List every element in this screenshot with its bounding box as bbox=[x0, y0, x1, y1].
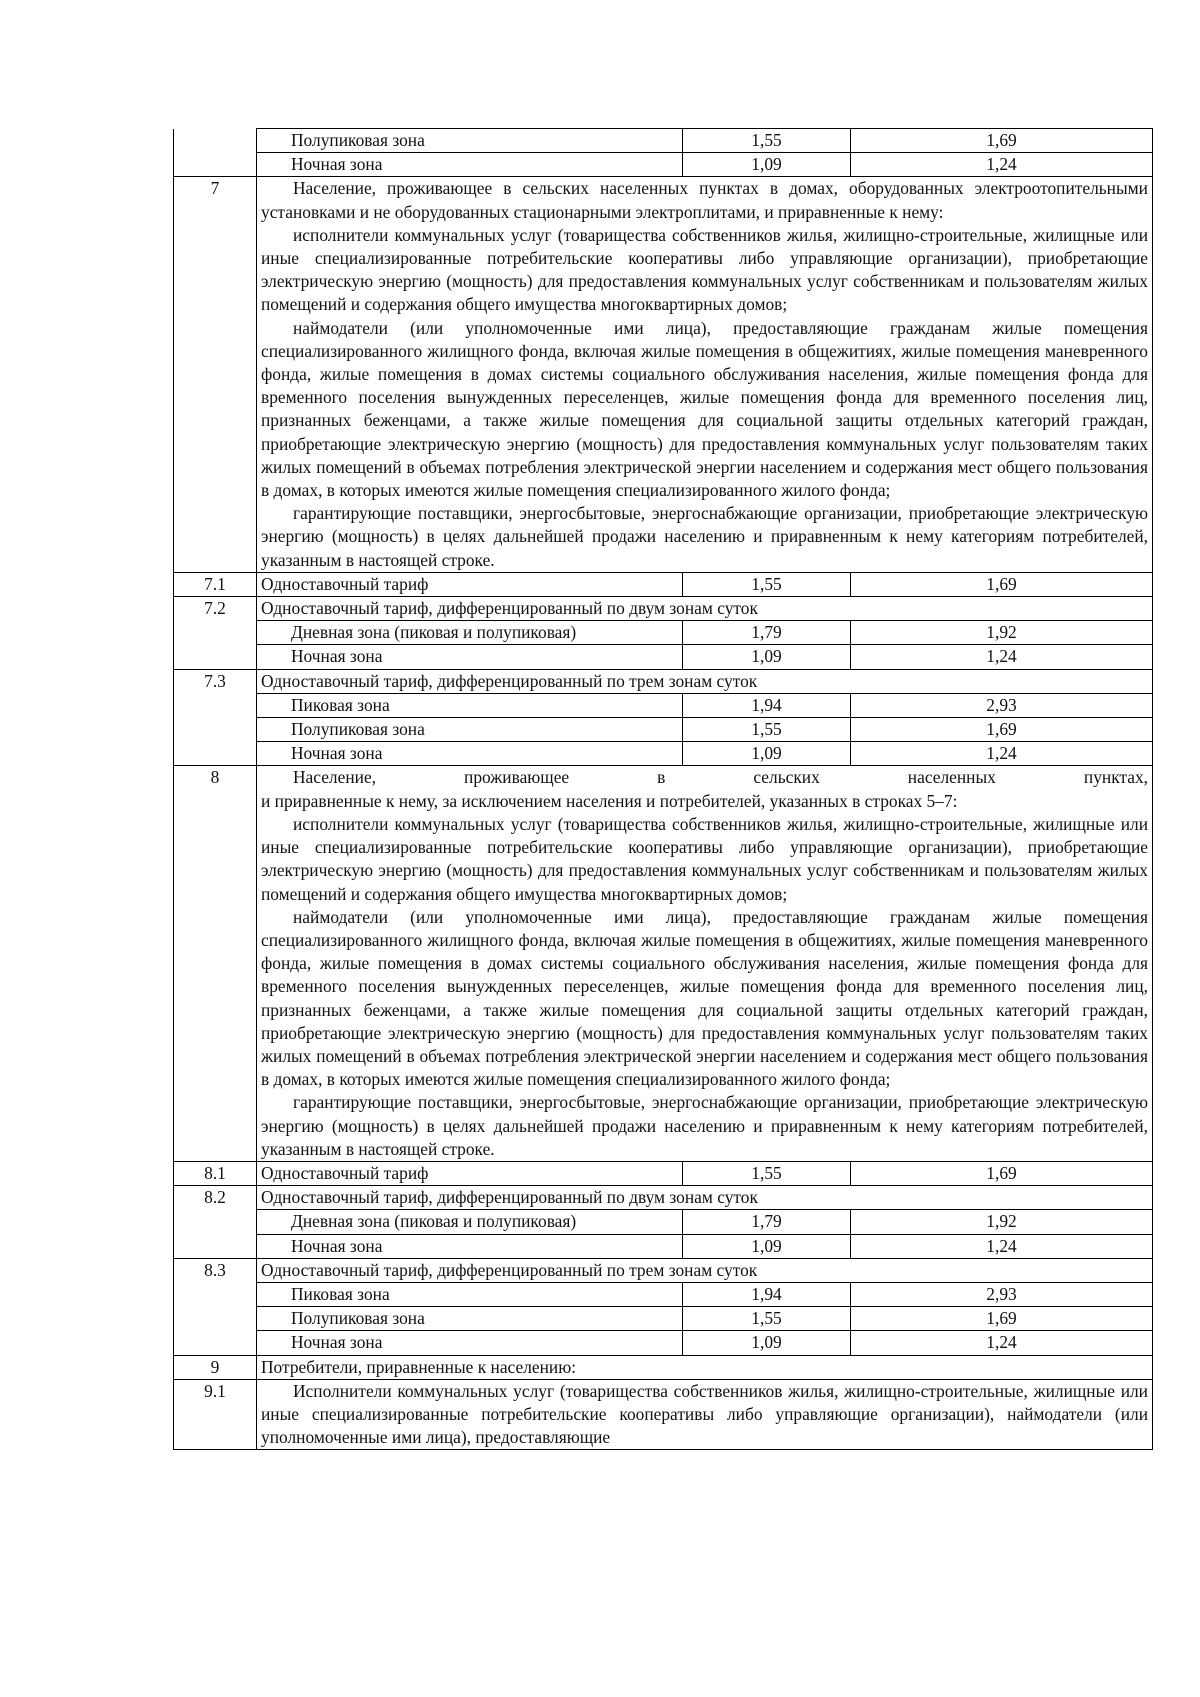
paragraph: наймодатели (или уполномоченные ими лица), предоставляющие гражданам жилые помещения специализированного жилищного фонда, включая жилые помещения в общежитиях, жилые помещения маневренного фонда, жилые помещения в домах системы социального обслуживания населения, жилые помещения фонда для временного поселения вынужденных переселенцев, жилые помещения фонда для временного поселения лиц, признанных беженцами, а также жилые помещения для социальной защиты отдельных категорий граждан, приобретающие электрическую энергию (мощность) для предоставления коммунальных услуг пользователям таких жилых помещений в объемах потребления электрической энергии населением и содержания мест общего пользования в домах, в которых имеются жилые помещения специализированного жилого фонда; bbox=[261, 906, 1148, 1090]
zone-label: Ночная зона bbox=[257, 742, 683, 766]
row-number bbox=[174, 693, 257, 717]
row-number: 7.2 bbox=[174, 597, 257, 621]
table-row bbox=[174, 1379, 1153, 1450]
tariff-table bbox=[173, 128, 1153, 1450]
row-number: 7.1 bbox=[174, 572, 257, 596]
zone-label: Ночная зона bbox=[257, 645, 683, 669]
zone-label: Полупиковая зона bbox=[257, 1307, 683, 1331]
tariff-value-1: 1,94 bbox=[683, 1282, 851, 1306]
tariff-value-1: 1,09 bbox=[683, 742, 851, 766]
tariff-value-1: 1,09 bbox=[683, 153, 851, 177]
table-row bbox=[174, 1331, 1153, 1355]
category-description bbox=[257, 1379, 1153, 1450]
row-number bbox=[174, 718, 257, 742]
tariff-label: Одноставочный тариф bbox=[257, 572, 683, 596]
tariff-value-1: 1,55 bbox=[683, 1161, 851, 1185]
tariff-value-2: 1,24 bbox=[851, 153, 1153, 177]
zone-label: Пиковая зона bbox=[257, 1282, 683, 1306]
category-description bbox=[257, 766, 1153, 1161]
row-number: 8.2 bbox=[174, 1186, 257, 1210]
tariff-value-2: 1,24 bbox=[851, 742, 1153, 766]
tariff-value-1: 1,55 bbox=[683, 1307, 851, 1331]
table-row bbox=[174, 1186, 1153, 1210]
zone-label: Полупиковая зона bbox=[257, 718, 683, 742]
tariff-value-1: 1,79 bbox=[683, 621, 851, 645]
zone-label: Ночная зона bbox=[257, 153, 683, 177]
paragraph: исполнители коммунальных услуг (товарищества собственников жилья, жилищно-строительные, жилищные или иные специализированные потребительские кооперативы либо управляющие организации), приобретающие электрическую энергию (мощность) для предоставления коммунальных услуг собственникам и пользователям жилых помещений и содержания общего имущества многоквартирных домов; bbox=[261, 224, 1148, 315]
tariff-label: Одноставочный тариф, дифференцированный по трем зонам суток bbox=[257, 669, 1153, 693]
tariff-value-1: 1,55 bbox=[683, 129, 851, 153]
table-row bbox=[174, 597, 1153, 621]
zone-label: Дневная зона (пиковая и полупиковая) bbox=[257, 621, 683, 645]
table-row bbox=[174, 1161, 1153, 1185]
tariff-value-1: 1,09 bbox=[683, 1331, 851, 1355]
tariff-value-1: 1,79 bbox=[683, 1210, 851, 1234]
table-row bbox=[174, 572, 1153, 596]
tariff-value-2: 1,92 bbox=[851, 621, 1153, 645]
tariff-value-1: 1,55 bbox=[683, 572, 851, 596]
tariff-label: Одноставочный тариф, дифференцированный по двум зонам суток bbox=[257, 1186, 1153, 1210]
category-description bbox=[257, 177, 1153, 572]
row-number bbox=[174, 621, 257, 645]
paragraph: гарантирующие поставщики, энергосбытовые, энергоснабжающие организации, приобретающие электрическую энергию (мощность) в целях дальнейшей продажи населению и приравненным к нему категориям потребителей, указанным в настоящей строке. bbox=[261, 503, 1148, 570]
tariff-label: Одноставочный тариф bbox=[257, 1161, 683, 1185]
category-label: Потребители, приравненные к населению: bbox=[257, 1355, 1153, 1379]
row-number: 7.3 bbox=[174, 669, 257, 693]
table-row bbox=[174, 1355, 1153, 1379]
row-number: 8.1 bbox=[174, 1161, 257, 1185]
row-number: 8 bbox=[174, 766, 257, 1161]
row-number bbox=[174, 742, 257, 766]
row-number bbox=[174, 1282, 257, 1306]
row-number bbox=[174, 1234, 257, 1258]
paragraph: гарантирующие поставщики, энергосбытовые, энергоснабжающие организации, приобретающие электрическую энергию (мощность) в целях дальнейшей продажи населению и приравненным к нему категориям потребителей, указанным в настоящей строке. bbox=[261, 1092, 1148, 1159]
table-row bbox=[174, 1210, 1153, 1234]
tariff-value-2: 1,92 bbox=[851, 1210, 1153, 1234]
tariff-value-2: 1,24 bbox=[851, 1331, 1153, 1355]
paragraph: наймодатели (или уполномоченные ими лица), предоставляющие гражданам жилые помещения специализированного жилищного фонда, включая жилые помещения в общежитиях, жилые помещения маневренного фонда, жилые помещения в домах системы социального обслуживания населения, жилые помещения фонда для временного поселения вынужденных переселенцев, жилые помещения фонда для временного поселения лиц, признанных беженцами, а также жилые помещения для социальной защиты отдельных категорий граждан, приобретающие электрическую энергию (мощность) для предоставления коммунальных услуг пользователям таких жилых помещений в объемах потребления электрической энергии населением и содержания мест общего пользования в домах, в которых имеются жилые помещения специализированного жилого фонда; bbox=[261, 317, 1148, 501]
tariff-value-2: 2,93 bbox=[851, 693, 1153, 717]
zone-label: Ночная зона bbox=[257, 1234, 683, 1258]
tariff-value-2: 1,24 bbox=[851, 1234, 1153, 1258]
table-row bbox=[174, 621, 1153, 645]
row-number: 9 bbox=[174, 1355, 257, 1379]
row-number: 9.1 bbox=[174, 1379, 257, 1450]
table-row bbox=[174, 1234, 1153, 1258]
table-row bbox=[174, 129, 1153, 153]
tariff-value-2: 1,69 bbox=[851, 572, 1153, 596]
row-number: 8.3 bbox=[174, 1258, 257, 1282]
zone-label: Полупиковая зона bbox=[257, 129, 683, 153]
table-row bbox=[174, 1258, 1153, 1282]
intro-line: Население, проживающее в сельских населенных пунктах, bbox=[293, 767, 1148, 788]
tariff-value-1: 1,55 bbox=[683, 718, 851, 742]
zone-label: Пиковая зона bbox=[257, 693, 683, 717]
tariff-value-2: 2,93 bbox=[851, 1282, 1153, 1306]
table-row bbox=[174, 1282, 1153, 1306]
zone-label: Дневная зона (пиковая и полупиковая) bbox=[257, 1210, 683, 1234]
row-number bbox=[174, 1210, 257, 1234]
table-row bbox=[174, 177, 1153, 572]
table-row bbox=[174, 693, 1153, 717]
tariff-label: Одноставочный тариф, дифференцированный по трем зонам суток bbox=[257, 1258, 1153, 1282]
row-number bbox=[174, 645, 257, 669]
row-number bbox=[174, 1307, 257, 1331]
intro-paragraph: Население, проживающее в сельских населенных пунктах в домах, оборудованных электроотопительными установками и не оборудованных стационарными электроплитами, и приравненные к нему: bbox=[261, 178, 1148, 222]
table-row bbox=[174, 718, 1153, 742]
tariff-value-2: 1,69 bbox=[851, 129, 1153, 153]
paragraph: исполнители коммунальных услуг (товарищества собственников жилья, жилищно-строительные, жилищные или иные специализированные потребительские кооперативы либо управляющие организации), приобретающие электрическую энергию (мощность) для предоставления коммунальных услуг собственникам и пользователям жилых помещений и содержания общего имущества многоквартирных домов; bbox=[261, 813, 1148, 904]
zone-label: Ночная зона bbox=[257, 1331, 683, 1355]
tariff-value-1: 1,09 bbox=[683, 1234, 851, 1258]
table-row bbox=[174, 645, 1153, 669]
tariff-value-2: 1,69 bbox=[851, 1161, 1153, 1185]
table-row bbox=[174, 669, 1153, 693]
row-number bbox=[174, 129, 257, 153]
tariff-value-2: 1,69 bbox=[851, 718, 1153, 742]
tariff-label: Одноставочный тариф, дифференцированный по двум зонам суток bbox=[257, 597, 1153, 621]
table-row bbox=[174, 1307, 1153, 1331]
table-row bbox=[174, 766, 1153, 1161]
row-number: 7 bbox=[174, 177, 257, 572]
row-number bbox=[174, 1331, 257, 1355]
intro-line: и приравненные к нему, за исключением населения и потребителей, указанных в строках 5–7: bbox=[261, 790, 958, 811]
tariff-value-2: 1,24 bbox=[851, 645, 1153, 669]
table-row bbox=[174, 742, 1153, 766]
tariff-value-1: 1,09 bbox=[683, 645, 851, 669]
paragraph: Исполнители коммунальных услуг (товарищества собственников жилья, жилищно-строительные, жилищные или иные специализированные потребительские кооперативы либо управляющие организации), наймодатели (или уполномоченные ими лица), предоставляющие bbox=[261, 1380, 1148, 1448]
row-number bbox=[174, 153, 257, 177]
tariff-value-2: 1,69 bbox=[851, 1307, 1153, 1331]
tariff-value-1: 1,94 bbox=[683, 693, 851, 717]
table-row bbox=[174, 153, 1153, 177]
